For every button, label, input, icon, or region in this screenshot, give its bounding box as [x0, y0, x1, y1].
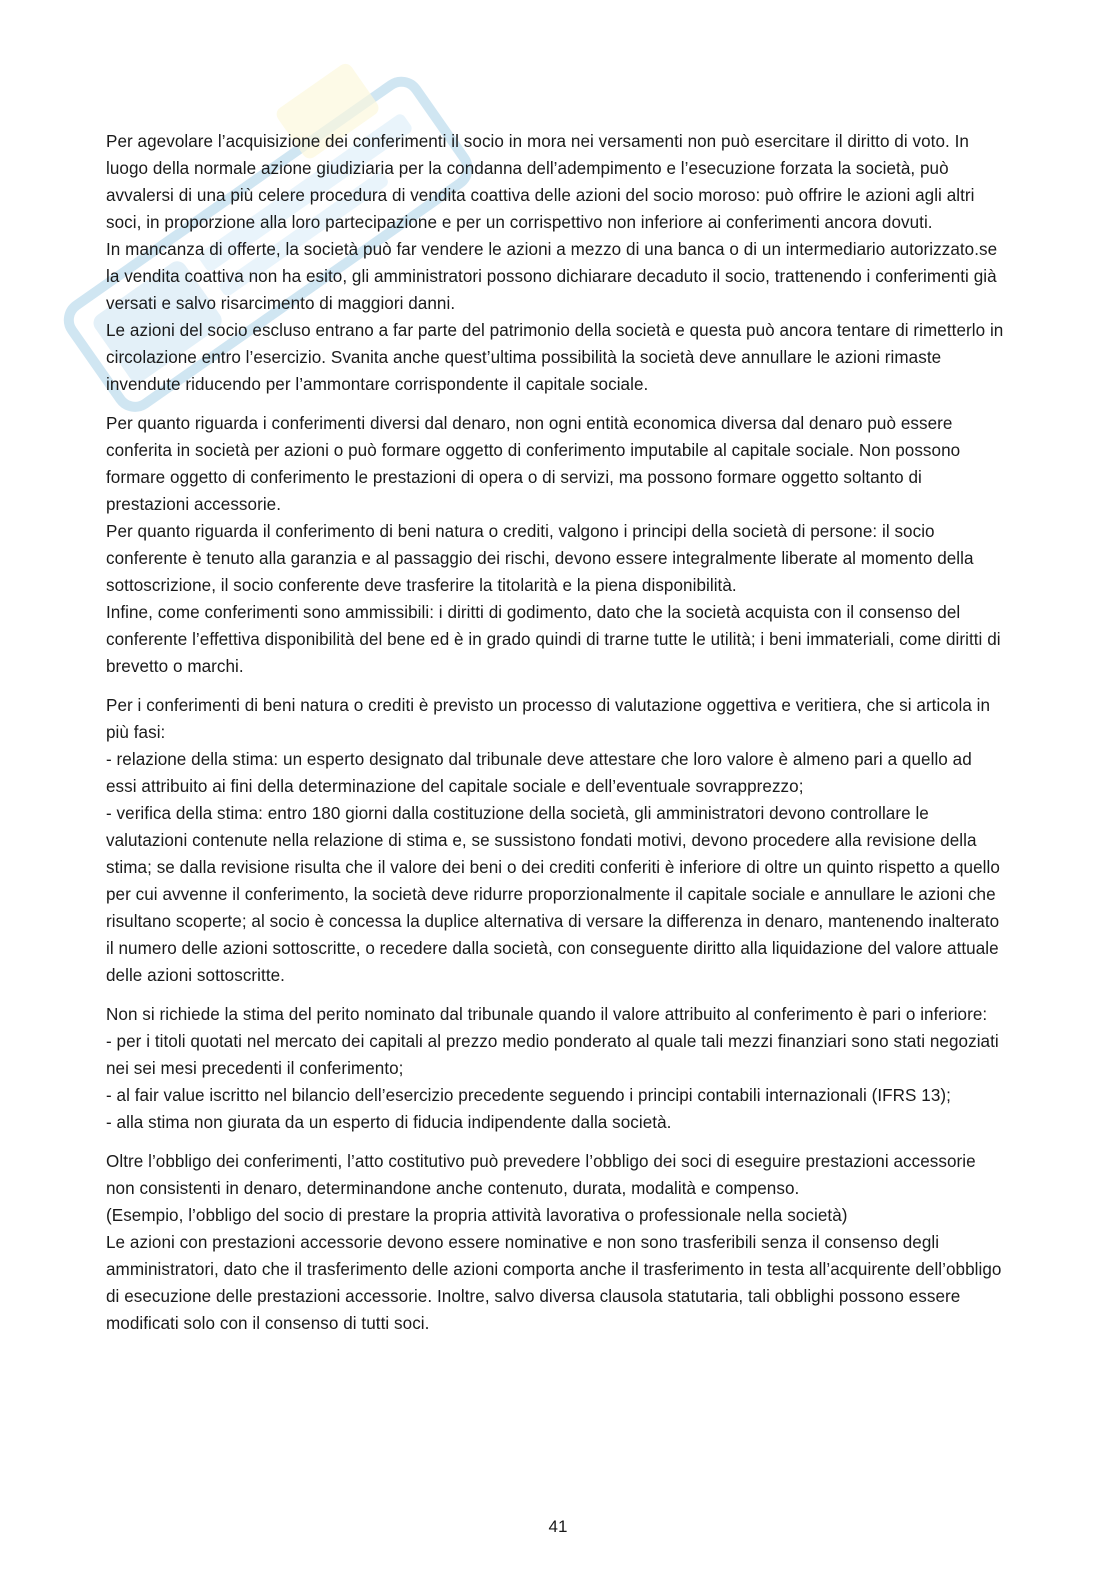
- paragraph: [106, 1001, 1006, 1136]
- paragraph: [106, 692, 1006, 989]
- text-line: - verifica della stima: entro 180 giorni dalla costituzione della società, gli amministratori devono controllare le valutazioni contenute nella relazione di stima e, se sussistono fondati motivi, devono procedere alla revisione della stima; se dalla revisione risulta che il valore dei beni o dei crediti conferiti è inferiore di oltre un quinto rispetto a quello per cui avvenne il conferimento, la società deve ridurre proporzionalmente il capitale sociale e annullare le azioni che risultano scoperte; al socio è concessa la duplice alternativa di versare la differenza in denaro, mantenendo inalterato il numero delle azioni sottoscritte, o recedere dalla società, con conseguente diritto alla liquidazione del valore attuale delle azioni sottoscritte.: [106, 804, 1000, 985]
- text-line: Oltre l’obbligo dei conferimenti, l’atto costitutivo può prevedere l’obbligo dei soci di eseguire prestazioni accessorie non consistenti in denaro, determinandone anche contenuto, durata, modalità e compenso.: [106, 1152, 976, 1198]
- text-line: (Esempio, l’obbligo del socio di prestare la propria attività lavorativa o professionale nella società): [106, 1206, 848, 1225]
- paragraph: [106, 410, 1006, 680]
- text-line: Per i conferimenti di beni natura o crediti è previsto un processo di valutazione oggettiva e veritiera, che si articola in più fasi:: [106, 696, 991, 742]
- text-line: In mancanza di offerte, la società può far vendere le azioni a mezzo di una banca o di un intermediario autorizzato.se la vendita coattiva non ha esito, gli amministratori possono dichiarare decaduto il socio, trattenendo i conferimenti già versati e salvo risarcimento di maggiori danni.: [106, 240, 998, 313]
- text-line: Le azioni con prestazioni accessorie devono essere nominative e non sono trasferibili senza il consenso degli amministratori, dato che il trasferimento delle azioni comporta anche il trasferimento in testa all’acquirente dell’obbligo di esecuzione delle prestazioni accessorie. Inoltre, salvo diversa clausola statutaria, tali obblighi possono essere modificati solo con il consenso di tutti soci.: [106, 1233, 1002, 1333]
- text-line: - al fair value iscritto nel bilancio dell’esercizio precedente seguendo i principi contabili internazionali (IFRS 13);: [106, 1086, 951, 1105]
- text-line: - alla stima non giurata da un esperto di fiducia indipendente dalla società.: [106, 1113, 672, 1132]
- text-line: Per quanto riguarda il conferimento di beni natura o crediti, valgono i principi della società di persone: il socio conferente è tenuto alla garanzia e al passaggio dei rischi, devono essere integralmente liberate al momento della sottoscrizione, il socio conferente deve trasferire la titolarità e la piena disponibilità.: [106, 522, 974, 595]
- text-line: Infine, come conferimenti sono ammissibili: i diritti di godimento, dato che la società acquista con il consenso del conferente l’effettiva disponibilità del bene ed è in grado quindi di trarne tutte le utilità; i beni immateriali, come diritti di brevetto o marchi.: [106, 603, 1001, 676]
- text-line: - per i titoli quotati nel mercato dei capitali al prezzo medio ponderato al quale tali mezzi finanziari sono stati negoziati nei sei mesi precedenti il conferimento;: [106, 1032, 999, 1078]
- text-line: Per agevolare l’acquisizione dei conferimenti il socio in mora nei versamenti non può esercitare il diritto di voto. In luogo della normale azione giudiziaria per la condanna dell’adempimento e l’esecuzione forzata la società, può avvalersi di una più celere procedura di vendita coattiva delle azioni del socio moroso: può offrire le azioni agli altri soci, in proporzione alla loro partecipazione e per un corrispettivo non inferiore ai conferimenti ancora dovuti.: [106, 132, 975, 232]
- document-body: [106, 128, 1006, 1349]
- text-line: Le azioni del socio escluso entrano a far parte del patrimonio della società e questa può ancora tentare di rimetterlo in circolazione entro l’esercizio. Svanita anche quest’ultima possibilità la società deve annullare le azioni rimaste invendute riducendo per l’ammontare corrispondente il capitale sociale.: [106, 321, 1004, 394]
- page-number: 41: [548, 1517, 568, 1536]
- text-line: - relazione della stima: un esperto designato dal tribunale deve attestare che loro valore è almeno pari a quello ad essi attribuito ai fini della determinazione del capitale sociale e dell’eventuale sovrapprezzo;: [106, 750, 972, 796]
- paragraph: [106, 128, 1006, 398]
- text-line: Per quanto riguarda i conferimenti diversi dal denaro, non ogni entità economica diversa dal denaro può essere conferita in società per azioni o può formare oggetto di conferimento imputabile al capitale sociale. Non possono formare oggetto di conferimento le prestazioni di opera o di servizi, ma possono formare oggetto soltanto di prestazioni accessorie.: [106, 414, 961, 514]
- text-line: Non si richiede la stima del perito nominato dal tribunale quando il valore attribuito al conferimento è pari o inferiore:: [106, 1005, 988, 1024]
- paragraph: [106, 1148, 1006, 1337]
